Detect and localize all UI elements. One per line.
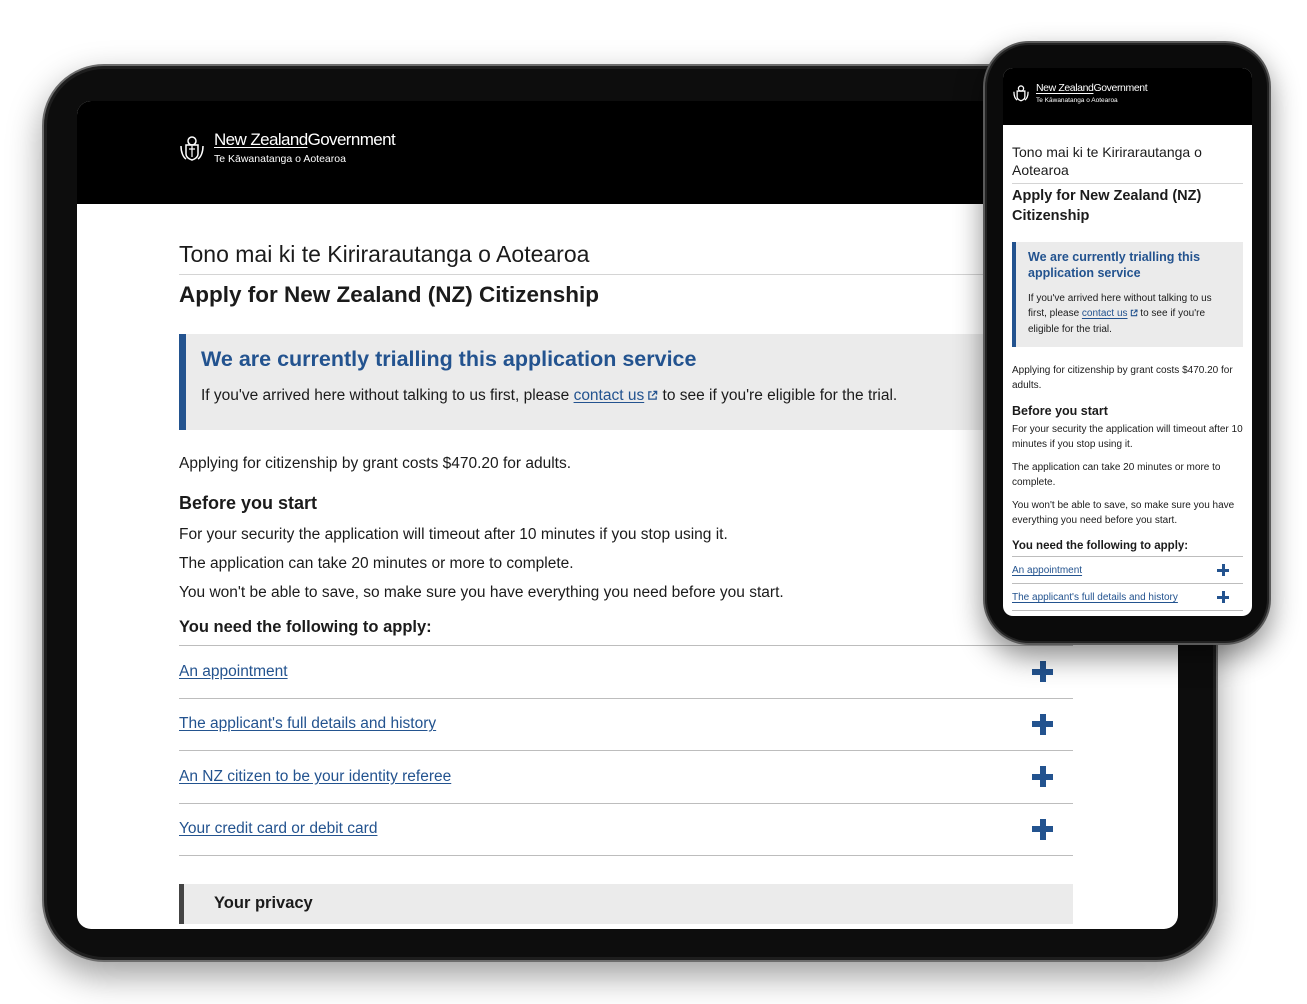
- timeout-text: For your security the application will timeout after 10 minutes if you stop using it.: [1012, 424, 1243, 451]
- mobile-site-header: [1003, 68, 1252, 125]
- save-warning-text: You won't be able to save, so make sure you have everything you need before you start.: [179, 584, 784, 601]
- notice-text-before: If you've arrived here without talking to us first, please: [201, 387, 574, 404]
- requirements-heading: You need the following to apply:: [1012, 540, 1243, 557]
- accordion-link[interactable]: Your credit card or debit card: [179, 820, 378, 838]
- nz-coat-of-arms-icon: [1012, 84, 1030, 102]
- accordion-item-payment-card[interactable]: [179, 804, 1073, 857]
- cost-text: Applying for citizenship by grant costs $470.20 for adults.: [1012, 365, 1233, 392]
- plus-icon[interactable]: [1217, 564, 1229, 576]
- accordion-item-appointment[interactable]: [1012, 557, 1243, 584]
- before-you-start-heading: Before you start: [1012, 404, 1108, 419]
- requirements-heading: You need the following to apply:: [179, 618, 1073, 646]
- gov-name-government: Government: [1093, 82, 1148, 94]
- plus-icon[interactable]: [1032, 766, 1053, 787]
- mobile-main-content: [1003, 125, 1252, 611]
- phone-device: [983, 41, 1271, 645]
- timeout-text: For your security the application will timeout after 10 minutes if you stop using it.: [179, 526, 728, 543]
- notice-heading: We are currently trialling this application service: [1028, 250, 1201, 281]
- plus-icon[interactable]: [1032, 714, 1053, 735]
- privacy-panel: [179, 884, 1073, 924]
- gov-name-new-zealand: New Zealand: [1036, 82, 1094, 94]
- accordion-item-applicant-details[interactable]: [179, 699, 1073, 752]
- before-you-start-heading: Before you start: [179, 493, 318, 513]
- gov-name-new-zealand: New Zealand: [214, 130, 308, 149]
- page-title: Apply for New Zealand (NZ) Citizenship: [1012, 188, 1202, 224]
- nz-government-logo[interactable]: [178, 131, 395, 165]
- duration-text: The application can take 20 minutes or more to complete.: [1012, 462, 1221, 489]
- accordion-item-appointment[interactable]: [179, 646, 1073, 699]
- notice-heading: We are currently trialling this application service: [201, 347, 697, 371]
- cost-text: Applying for citizenship by grant costs $470.20 for adults.: [179, 455, 572, 472]
- accordion-item-applicant-details[interactable]: [1012, 584, 1243, 611]
- plus-icon[interactable]: [1032, 819, 1053, 840]
- accordion-item-identity-referee[interactable]: [179, 751, 1073, 804]
- accordion-link[interactable]: The applicant's full details and history: [1012, 591, 1178, 603]
- gov-subtitle: Te Kāwanatanga o Aotearoa: [214, 153, 346, 165]
- main-content: [179, 241, 1073, 924]
- maori-page-title: Tono mai ki te Kirirarautanga o Aotearoa: [1012, 144, 1243, 184]
- notice-text-before: If you've arrived here without talking to us first, please: [1028, 292, 1212, 320]
- trial-notice: [1012, 242, 1243, 347]
- duration-text: The application can take 20 minutes or more to complete.: [179, 555, 574, 572]
- page-title: Apply for New Zealand (NZ) Citizenship: [179, 282, 600, 307]
- accordion-link[interactable]: An NZ citizen to be your identity referee: [179, 767, 452, 785]
- save-warning-text: You won't be able to save, so make sure you have everything you need before you start.: [1012, 500, 1235, 527]
- gov-subtitle: Te Kāwanatanga o Aotearoa: [1036, 96, 1118, 104]
- contact-us-link[interactable]: contact us: [573, 387, 645, 404]
- contact-us-link[interactable]: contact us: [1081, 308, 1128, 320]
- accordion-link[interactable]: An appointment: [1012, 564, 1083, 576]
- plus-icon[interactable]: [1032, 661, 1053, 682]
- plus-icon[interactable]: [1217, 591, 1229, 603]
- notice-text: [1028, 291, 1233, 338]
- accordion-link[interactable]: An appointment: [179, 662, 288, 680]
- phone-screen: [1003, 68, 1252, 616]
- external-link-icon: [1130, 309, 1138, 317]
- notice-text-after: to see if you're eligible for the trial.: [658, 387, 898, 404]
- external-link-icon: [647, 390, 658, 401]
- maori-page-title: Tono mai ki te Kirirarautanga o Aotearoa: [179, 241, 1073, 275]
- privacy-heading: Your privacy: [214, 894, 313, 912]
- accordion-link[interactable]: The applicant's full details and history: [179, 715, 437, 733]
- gov-name-government: Government: [307, 130, 396, 149]
- nz-coat-of-arms-icon: [178, 134, 206, 162]
- nz-government-logo[interactable]: [1012, 83, 1147, 104]
- notice-text-after: to see if you're eligible for the trial.: [1028, 308, 1206, 335]
